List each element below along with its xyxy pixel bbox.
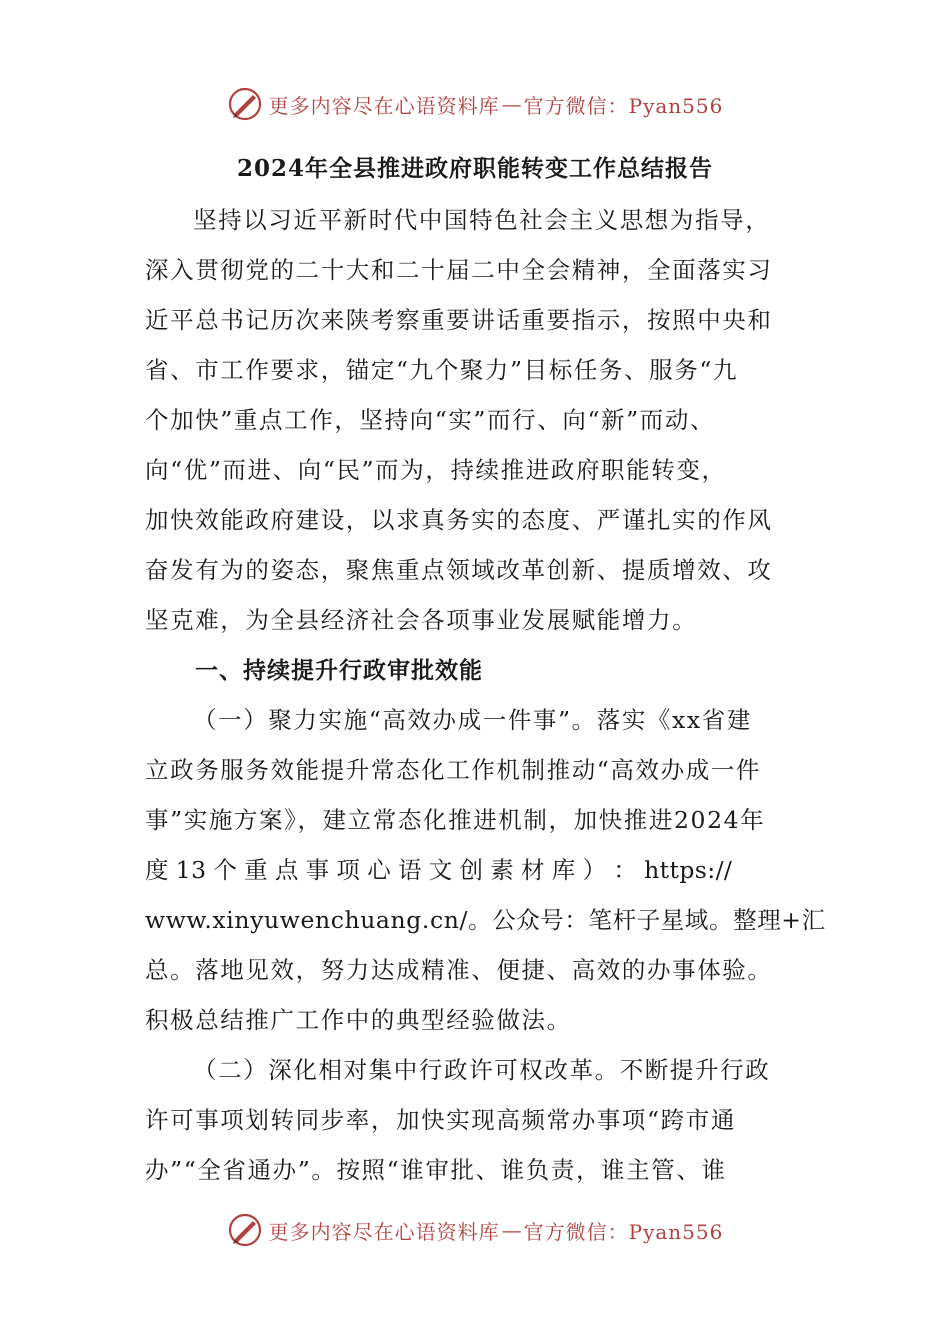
item-paragraph-2 [145,1045,805,1195]
pen-logo-icon [227,86,263,122]
item1-line: 积极总结推广工作中的典型经验做法。 [145,1006,572,1034]
pen-logo-icon [227,1212,263,1248]
intro-line: 个加快”重点工作，坚持向“实”而行、向“新”而动、 [145,406,716,434]
item1-line: 立政务服务效能提升常态化工作机制推动“高效办成一件 [145,756,762,784]
item1-line: 事”实施方案》，建立常态化推进机制，加快推进2024年 [145,806,766,834]
banner-text: 更多内容尽在心语资料库 [268,93,500,118]
item1-line: （一）聚力实施“高效办成一件事”。落实《xx省建 [193,706,752,734]
intro-line: 奋发有为的姿态，聚焦重点领域改革创新、提质增效、攻 [145,556,773,584]
item1-line: 度 13 个 重 点 事 项 心 语 文 创 素 材 库 ） ： https:// [145,856,733,884]
banner-wechat: 官方微信：Pyan556 [523,93,724,118]
intro-line: 省、市工作要求，锚定“九个聚力”目标任务、服务“九 [145,356,739,384]
item2-line: 许可事项划转同步率，加快实现高频常办事项“跨市通 [145,1106,736,1134]
header-banner [0,82,950,126]
intro-line: 坚克难，为全县经济社会各项事业发展赋能增力。 [145,606,698,634]
item2-line: 办”“全省通办”。按照“谁审批、谁负责，谁主管、谁 [145,1156,727,1184]
banner-separator: — [501,92,522,116]
section-heading: 一、持续提升行政审批效能 [195,658,483,684]
intro-line: 加快效能政府建设，以求真务实的态度、严谨扎实的作风 [145,506,773,534]
item1-line: 总。落地见效，努力达成精准、便捷、高效的办事体验。 [145,956,773,984]
footer-banner [0,1208,950,1252]
intro-line: 向“优”而进、向“民”而为，持续推进政府职能转变， [145,456,727,484]
intro-line: 近平总书记历次来陕考察重要讲话重要指示，按照中央和 [145,306,773,334]
banner-text: 更多内容尽在心语资料库 [268,1219,500,1244]
intro-paragraph [145,195,805,645]
document-title: 2024年全县推进政府职能转变工作总结报告 [236,155,713,182]
intro-line: 深入贯彻党的二十大和二十届二中全会精神，全面落实习 [145,256,773,284]
item1-line: www.xinyuwenchuang.cn/。公众号：笔杆子星域。整理+汇 [145,906,826,934]
banner-wechat: 官方微信：Pyan556 [523,1219,724,1244]
item2-line: （二）深化相对集中行政许可权改革。不断提升行政 [193,1056,771,1084]
intro-line: 坚持以习近平新时代中国特色社会主义思想为指导， [193,206,771,234]
item-paragraph-1 [145,695,826,1045]
banner-separator: — [501,1218,522,1242]
